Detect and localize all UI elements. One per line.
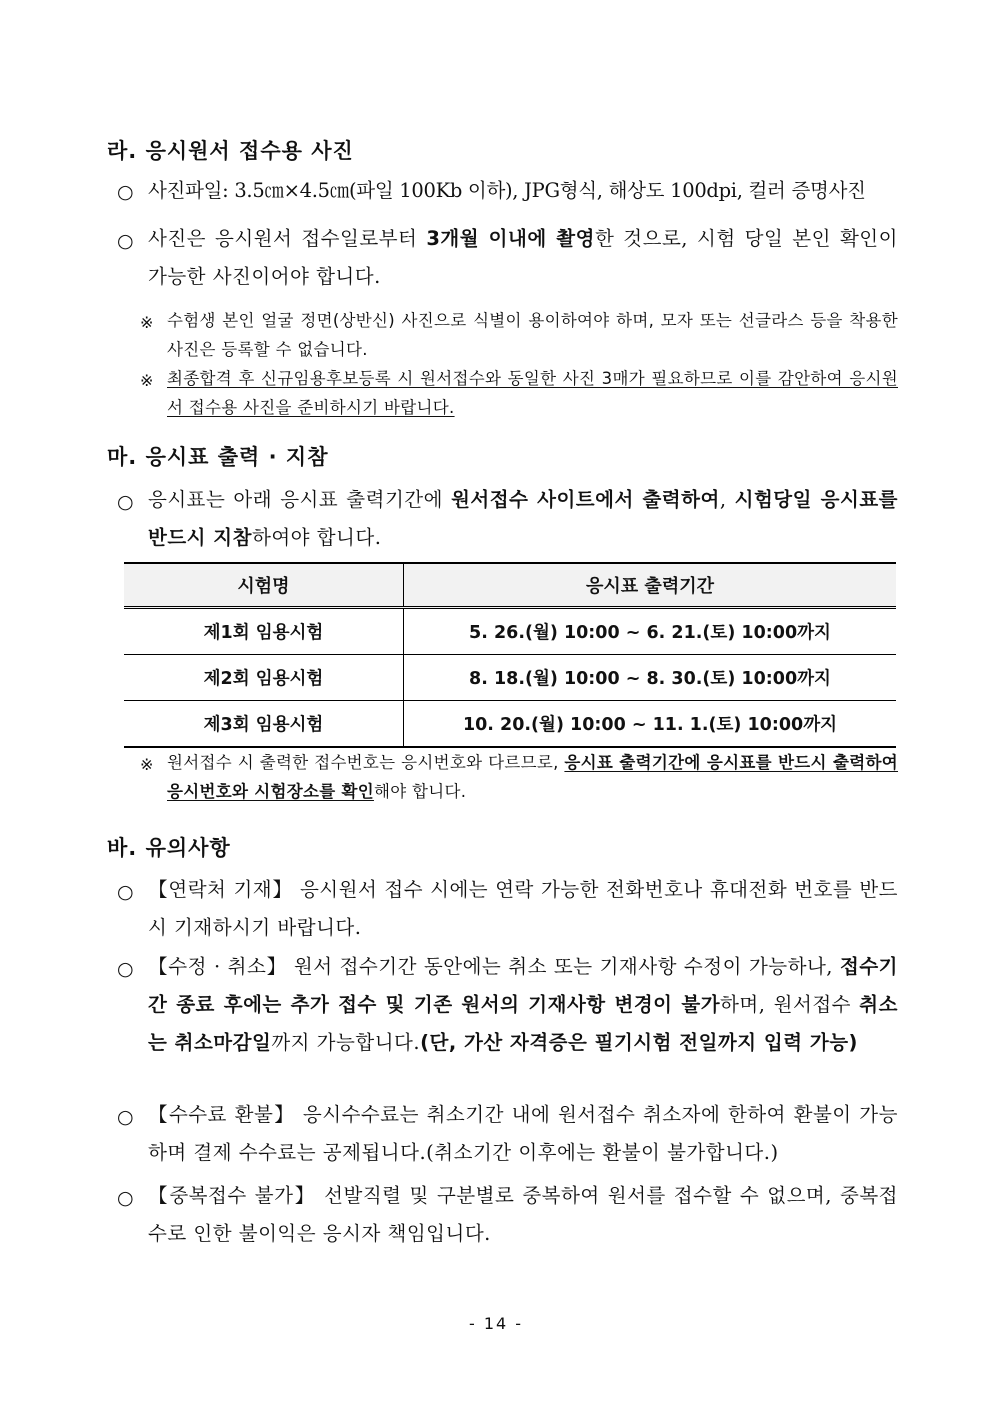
circle-bullet: ○ [117,181,134,203]
table-row [124,701,896,748]
header-print-period: 응시표 출력기간 [404,563,897,608]
header-exam-name: 시험명 [124,563,404,608]
photo-note-2: 최종합격 후 신규임용후보등록 시 원서접수와 동일한 사진 3매가 필요하므로 이를 감안하여 응시원서 접수용 사진을 준비하시기 바랍니다. [167,369,898,417]
notice-refund: 【수수료 환불】 응시수수료는 취소기간 내에 원서접수 취소자에 한하여 환불이 가능하며 결제 수수료는 공제됩니다.(취소기간 이후에는 환불이 불가합니다.) [148,1103,898,1164]
circle-bullet: ○ [117,230,134,252]
circle-bullet: ○ [117,1187,134,1209]
note-mark: ※ [140,313,154,332]
photo-file-spec: 사진파일: 3.5㎝×4.5㎝(파일 100Kb 이하), JPG형식, 해상도 100dpi, 컬러 증명사진 [148,179,866,202]
note-mark: ※ [140,755,154,774]
note-mark: ※ [140,371,154,390]
notice-duplicate: 【중복접수 불가】 선발직렬 및 구분별로 중복하여 원서를 접수할 수 없으며, 중복접수로 인한 불이익은 응시자 책임입니다. [148,1184,898,1245]
print-period-table [124,562,896,748]
exam-name-cell: 제1회 임용시험 [124,608,404,655]
admission-ticket-text: 응시표는 아래 응시표 출력기간에 원서접수 사이트에서 출력하여, 시험당일 응시표를 반드시 지참하여야 합니다. [148,488,898,549]
circle-bullet: ○ [117,1106,134,1128]
table-row [124,655,896,701]
exam-name-cell: 제2회 임용시험 [124,655,404,701]
print-period-cell: 8. 18.(월) 10:00 ~ 8. 30.(토) 10:00까지 [404,655,897,701]
circle-bullet: ○ [117,491,134,513]
notice-modify-cancel: 【수정 · 취소】 원서 접수기간 동안에는 취소 또는 기재사항 수정이 가능하나, 접수기간 종료 후에는 추가 접수 및 기존 원서의 기재사항 변경이 불가하며, 원서접수 취소는 취소마감일까지 가능합니다.(단, 가산 자격증은 필기시험 전일까지 입력 가능) [148,955,898,1054]
print-period-cell: 5. 26.(월) 10:00 ~ 6. 21.(토) 10:00까지 [404,608,897,655]
exam-name-cell: 제3회 임용시험 [124,701,404,748]
print-period-cell: 10. 20.(월) 10:00 ~ 11. 1.(토) 10:00까지 [404,701,897,748]
page-number: - 14 - [468,1314,524,1333]
notice-contact: 【연락처 기재】 응시원서 접수 시에는 연락 가능한 전화번호나 휴대전화 번호를 반드시 기재하시기 바랍니다. [148,878,898,939]
photo-note-1: 수험생 본인 얼굴 정면(상반신) 사진으로 식별이 용이하여야 하며, 모자 또는 선글라스 등을 착용한 사진은 등록할 수 없습니다. [167,311,898,359]
table-row [124,608,896,655]
circle-bullet: ○ [117,881,134,903]
circle-bullet: ○ [117,958,134,980]
section-heading-ra: 라. 응시원서 접수용 사진 [107,139,354,163]
table-header-row [124,563,896,608]
section-heading-ma: 마. 응시표 출력 · 지참 [107,445,329,469]
section-heading-ba: 바. 유의사항 [107,836,231,860]
ticket-note: 원서접수 시 출력한 접수번호는 응시번호와 다르므로, 응시표 출력기간에 응시표를 반드시 출력하여 응시번호와 시험장소를 확인해야 합니다. [167,753,899,801]
photo-period-text: 사진은 응시원서 접수일로부터 3개월 이내에 촬영한 것으로, 시험 당일 본인 확인이 가능한 사진이어야 합니다. [148,227,898,288]
